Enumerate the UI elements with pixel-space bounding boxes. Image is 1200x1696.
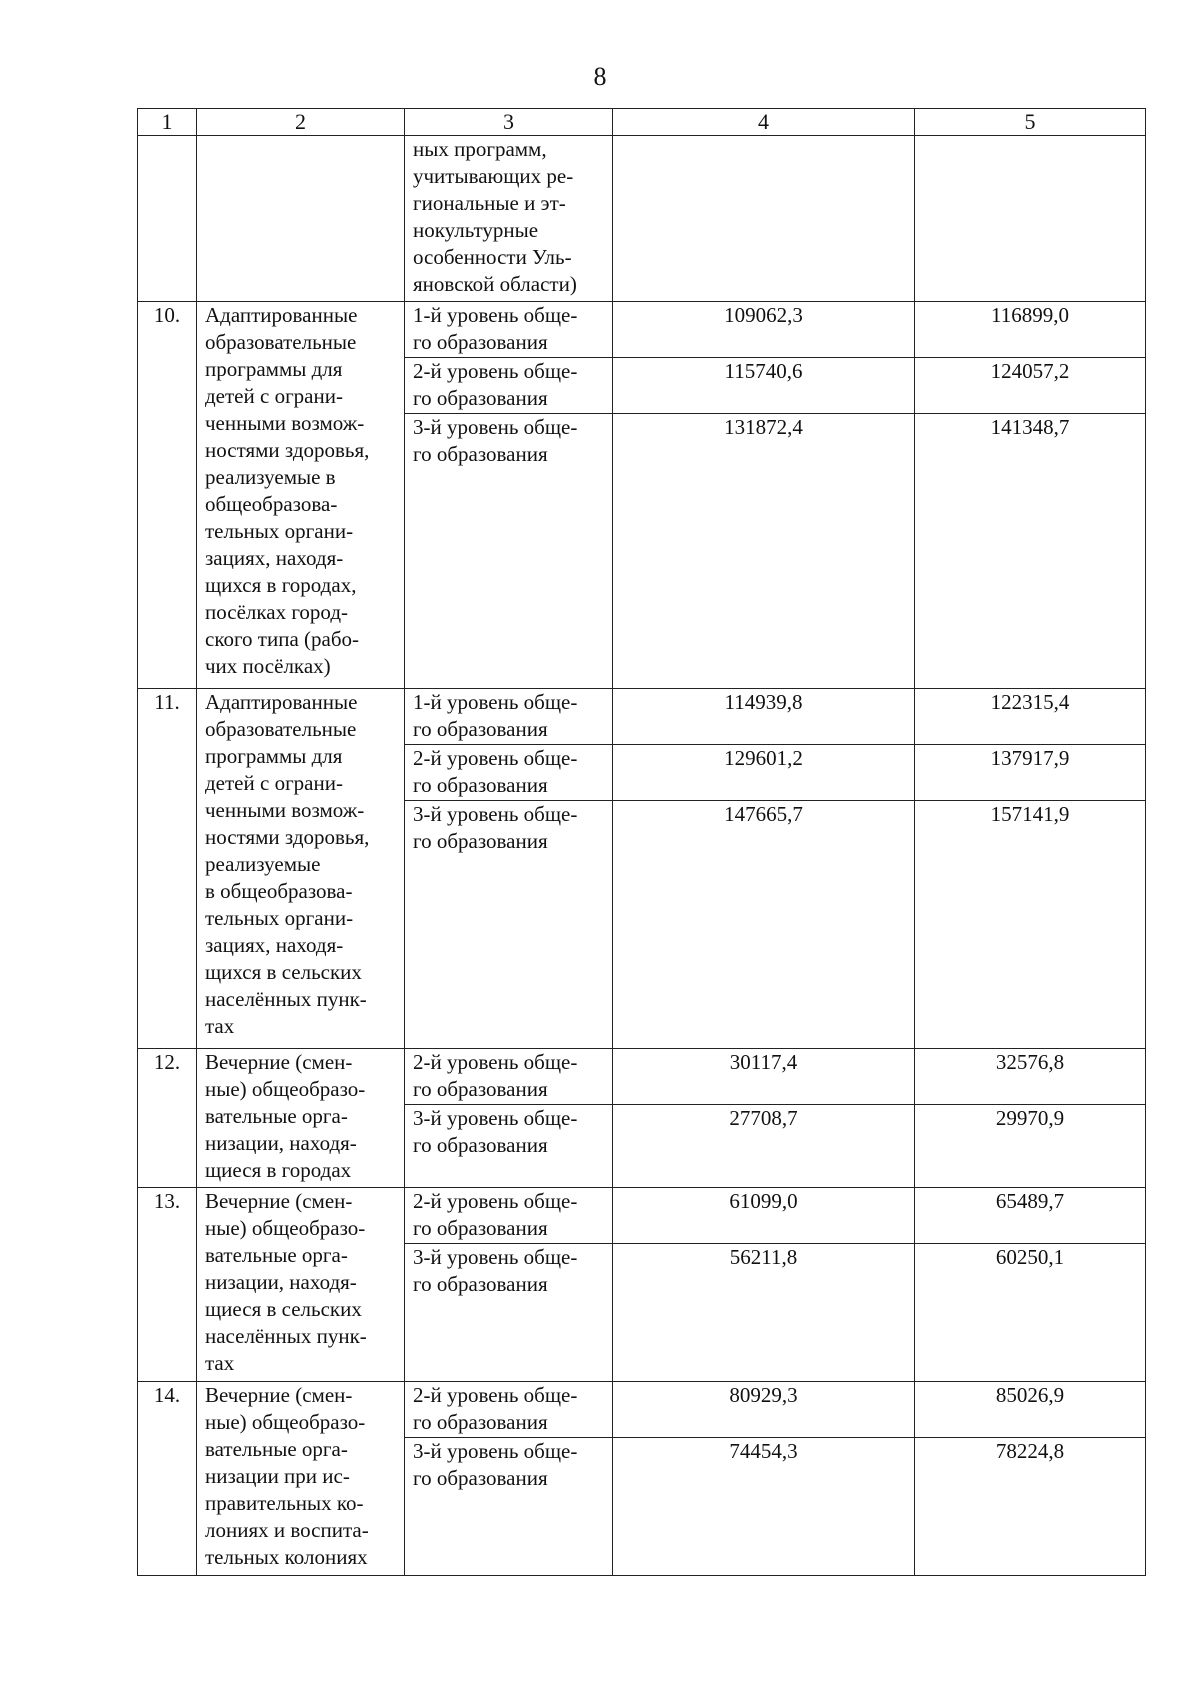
education-level-cell: 2-й уровень обще- го образования (405, 1382, 613, 1438)
education-level-cell: 3-й уровень обще- го образования (405, 1438, 613, 1576)
page-number: 8 (593, 62, 607, 91)
education-level-cell: 2-й уровень обще- го образования (405, 1188, 613, 1244)
program-name-cell: Вечерние (смен- ные) общеобразо- вательные орга- низации, находя- щиеся в городах (197, 1049, 405, 1188)
education-level-cell: 2-й уровень обще- го образования (405, 745, 613, 801)
row-number-cell: 12. (138, 1049, 197, 1188)
value-col5-cell: 137917,9 (915, 745, 1146, 801)
education-level-cell: 3-й уровень обще- го образования (405, 1244, 613, 1382)
value-col4-cell: 56211,8 (613, 1244, 915, 1382)
value-col5-cell: 122315,4 (915, 689, 1146, 745)
education-level-cell: 3-й уровень обще- го образования (405, 1105, 613, 1188)
value-col4-cell: 115740,6 (613, 358, 915, 414)
value-col4-cell: 74454,3 (613, 1438, 915, 1576)
education-level-cell: 1-й уровень обще- го образования (405, 302, 613, 358)
value-col5-cell: 157141,9 (915, 801, 1146, 1049)
value-col5-cell: 32576,8 (915, 1049, 1146, 1105)
header-cell-2: 2 (197, 109, 405, 136)
program-name-cell: Вечерние (смен- ные) общеобразо- вательные орга- низации при ис- правительных ко- лониях и воспита- тельных колониях (197, 1382, 405, 1576)
value-col4-cell: 131872,4 (613, 414, 915, 689)
table-row (138, 1382, 1146, 1438)
education-level-cell: 3-й уровень обще- го образования (405, 801, 613, 1049)
program-name-cell: Адаптированные образовательные программы для детей с ограни- ченными возмож- ностями здоровья, реализуемые в общеобразова- тельных органи- зациях, находя- щихся в городах, посёлках город- ского типа (рабо- чих посёлках) (197, 302, 405, 689)
education-level-cell: 2-й уровень обще- го образования (405, 1049, 613, 1105)
value-col4-cell: 114939,8 (613, 689, 915, 745)
table-row (138, 1049, 1146, 1105)
value-col5-cell: 85026,9 (915, 1382, 1146, 1438)
education-level-cell: 2-й уровень обще- го образования (405, 358, 613, 414)
header-cell-3: 3 (405, 109, 613, 136)
row-number-cell: 13. (138, 1188, 197, 1382)
row-number-cell: 14. (138, 1382, 197, 1576)
program-name-cell: Вечерние (смен- ные) общеобразо- вательные орга- низации, находя- щиеся в сельских населённых пунк- тах (197, 1188, 405, 1382)
value-col4-cell: 147665,7 (613, 801, 915, 1049)
row-number-cell: 11. (138, 689, 197, 1049)
value-col5-cell: 116899,0 (915, 302, 1146, 358)
education-level-cell: ных программ, учитывающих ре- гиональные и эт- нокультурные особенности Уль- яновской области) (405, 136, 613, 302)
value-col4-cell: 30117,4 (613, 1049, 915, 1105)
value-col4-cell: 61099,0 (613, 1188, 915, 1244)
value-col5-cell: 29970,9 (915, 1105, 1146, 1188)
value-col5-cell: 65489,7 (915, 1188, 1146, 1244)
value-col4-cell (613, 136, 915, 302)
value-col5-cell (915, 136, 1146, 302)
education-level-cell: 3-й уровень обще- го образования (405, 414, 613, 689)
value-col4-cell: 80929,3 (613, 1382, 915, 1438)
value-col4-cell: 129601,2 (613, 745, 915, 801)
value-col5-cell: 60250,1 (915, 1244, 1146, 1382)
value-col5-cell: 141348,7 (915, 414, 1146, 689)
table-header-row (138, 109, 1146, 136)
education-level-cell: 1-й уровень обще- го образования (405, 689, 613, 745)
program-name-cell: Адаптированные образовательные программы для детей с ограни- ченными возмож- ностями здоровья, реализуемые в общеобразова- тельных органи- зациях, находя- щихся в сельских населённых пунк- тах (197, 689, 405, 1049)
value-col4-cell: 109062,3 (613, 302, 915, 358)
table-row (138, 1188, 1146, 1244)
header-cell-5: 5 (915, 109, 1146, 136)
row-number-cell: 10. (138, 302, 197, 689)
value-col4-cell: 27708,7 (613, 1105, 915, 1188)
table-row (138, 689, 1146, 745)
value-col5-cell: 124057,2 (915, 358, 1146, 414)
row-number-cell (138, 136, 197, 302)
header-cell-4: 4 (613, 109, 915, 136)
table-row-continuation (138, 136, 1146, 302)
program-name-cell (197, 136, 405, 302)
funding-table (137, 108, 1146, 1576)
value-col5-cell: 78224,8 (915, 1438, 1146, 1576)
header-cell-1: 1 (138, 109, 197, 136)
table-row (138, 302, 1146, 358)
